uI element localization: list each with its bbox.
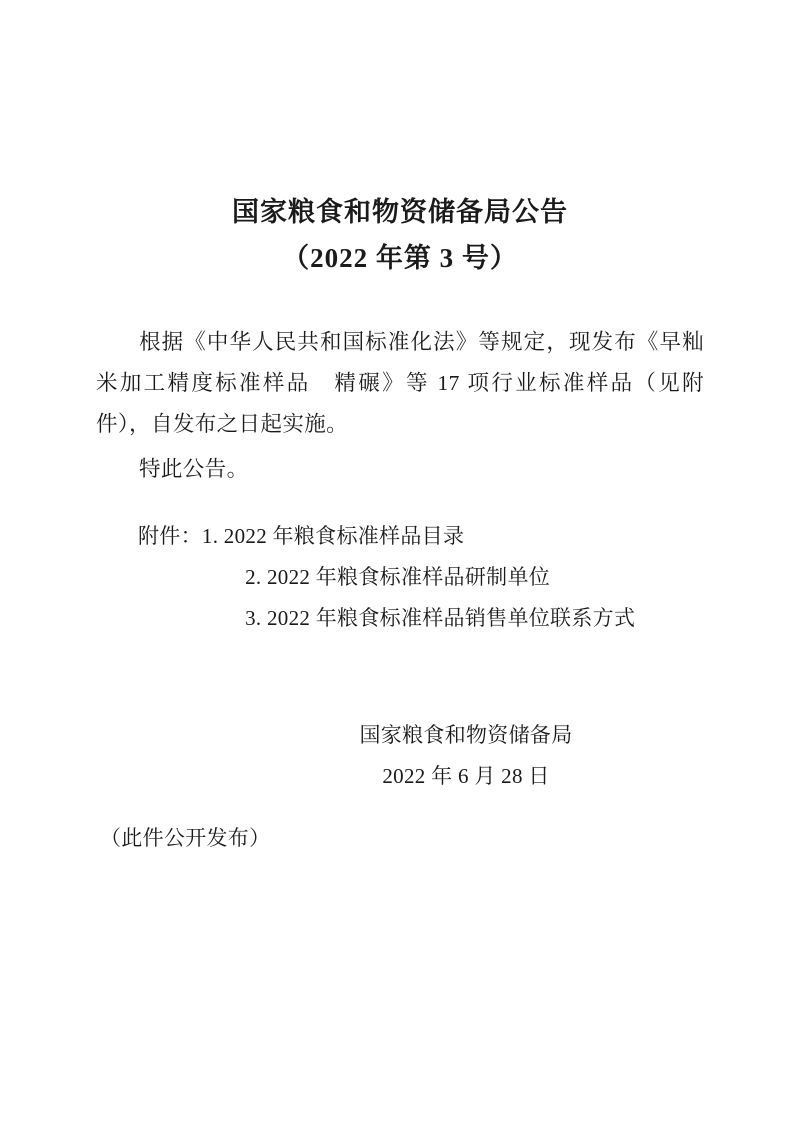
attachment-item-1: 1. 2022 年粮食标准样品目录 [201,524,465,548]
attachment-item-2: 2. 2022 年粮食标准样品研制单位 [245,565,551,589]
page-title: 国家粮食和物资储备局公告 [232,197,568,227]
signature [96,715,704,797]
document-title [96,190,704,280]
attachment-row-1 [96,516,704,557]
body-paragraphs [96,322,704,490]
signature-organization: 国家粮食和物资储备局 [359,723,573,747]
publish-note: （此件公开发布） [100,826,271,850]
document-body [96,190,704,855]
attachment-label: 附件： [138,524,202,548]
paragraph-notice: 特此公告。 [139,457,249,481]
attachment-item-3: 3. 2022 年粮食标准样品销售单位联系方式 [245,606,636,630]
document-number: （2022 年第 3 号） [282,243,518,273]
signature-date: 2022 年 6 月 28 日 [382,764,550,788]
attachment-list [96,516,704,639]
paragraph-main: 根据《中华人民共和国标准化法》等规定，现发布《早籼米加工精度标准样品 精碾》等 17 项行业标准样品（见附件），自发布之日起实施。 [96,330,704,436]
